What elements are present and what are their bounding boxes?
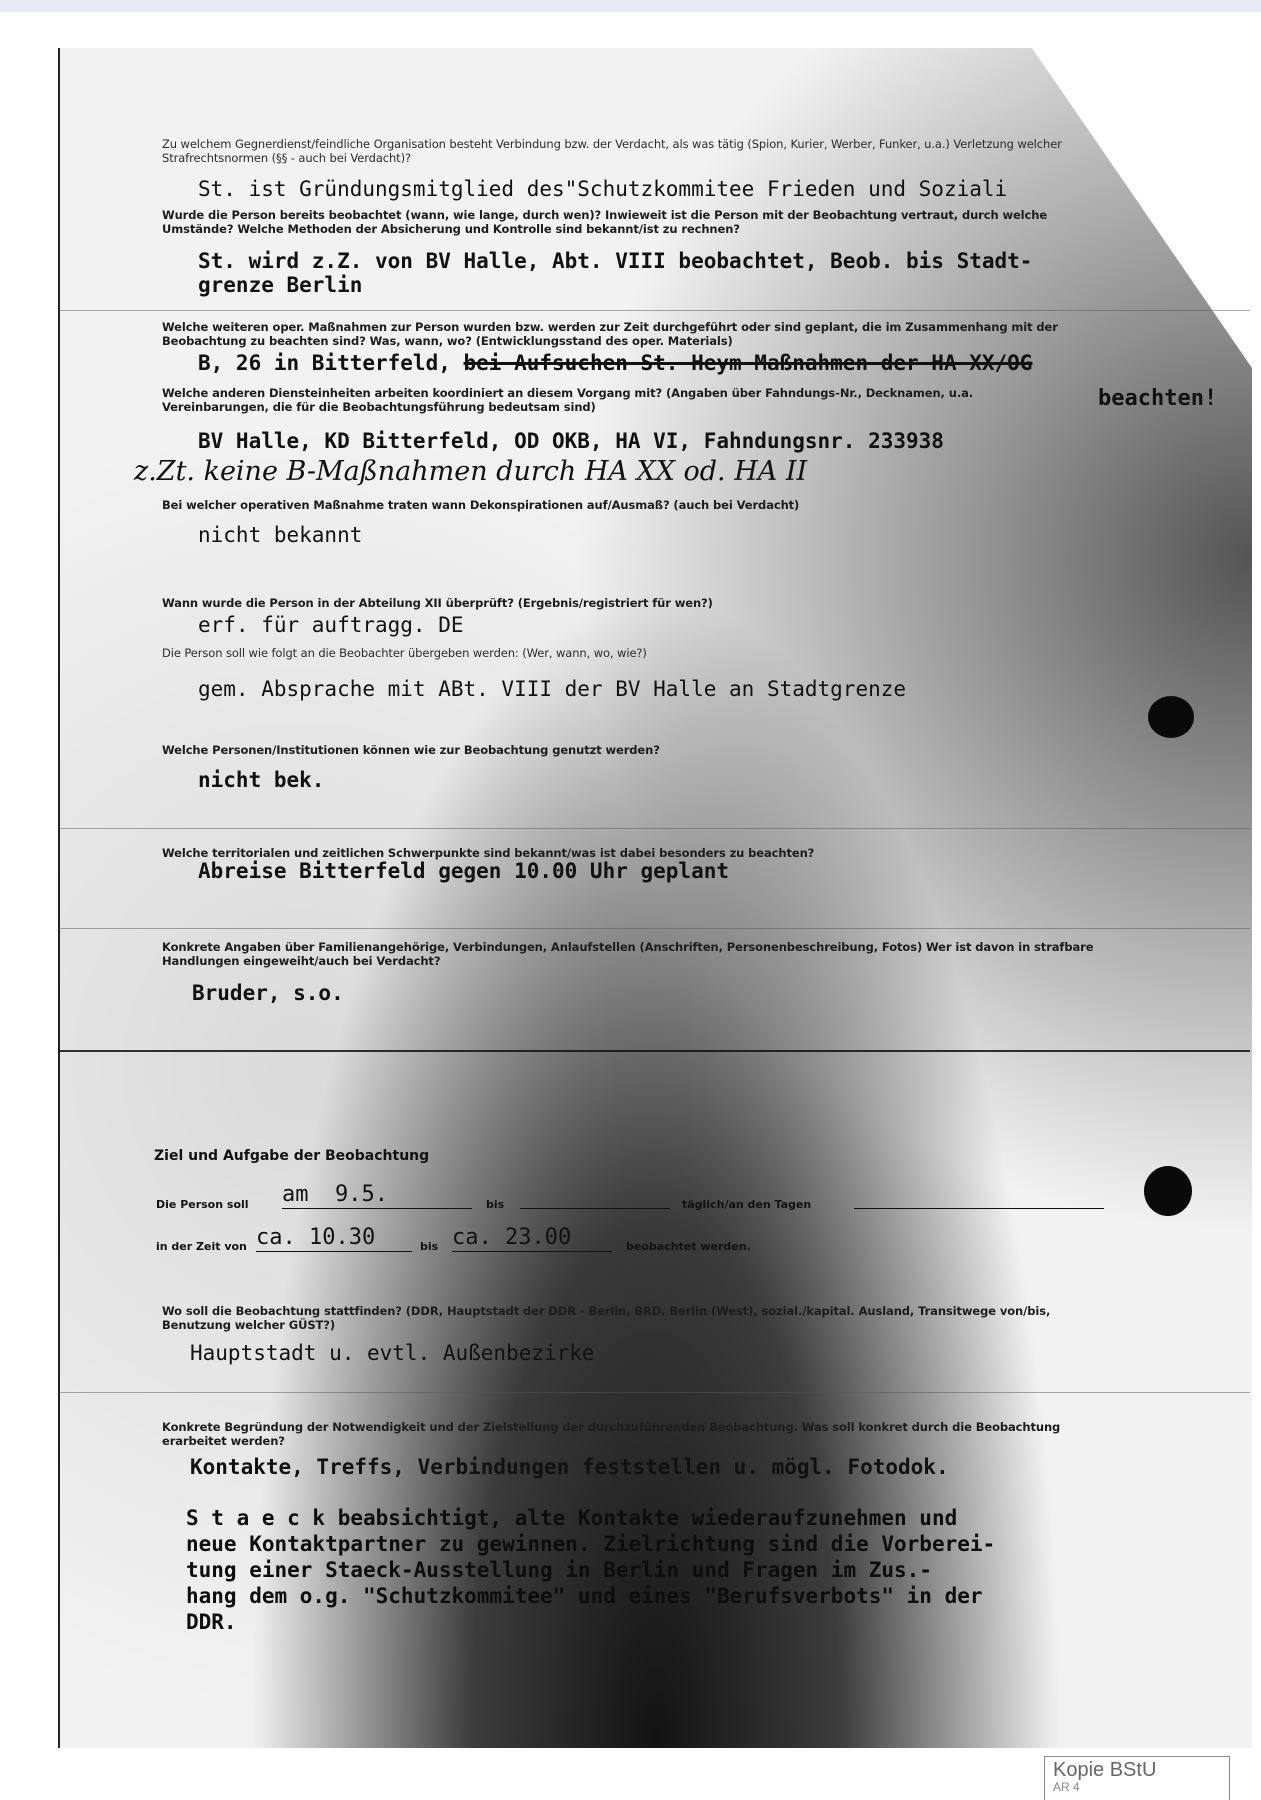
question-previous-observation: Wurde die Person bereits beobachtet (wann, wie lange, durch wen)? Inwieweit ist die Person mit der Beobachtung vertraut, durch welche Umstände? Welche Methoden der Absicherung und Kontrolle sind bekannt/ist zu rechnen? xyxy=(162,208,1048,236)
answer-persons-institutions: nicht bek. xyxy=(198,768,325,792)
answer-relatives: Bruder, s.o. xyxy=(192,981,344,1005)
final-paragraph xyxy=(186,1505,1186,1635)
divider xyxy=(58,1392,1250,1393)
question-opponent-service: Zu welchem Gegnerdienst/feindliche Organisation besteht Verbindung bzw. der Verdacht, als was tätig (Spion, Kurier, Werber, Funker, u.a.) Verletzung welcher Strafrechtsnormen (§§ - auch bei Verdacht)? xyxy=(162,137,1062,165)
answer-further-measures-text: B, 26 in Bitterfeld, xyxy=(198,351,464,375)
label-until: bis xyxy=(486,1198,505,1211)
document-sheet xyxy=(58,48,1252,1748)
label-observed: beobachtet werden. xyxy=(626,1240,751,1253)
time-until-underline xyxy=(452,1251,612,1252)
date-until-underline xyxy=(520,1208,670,1209)
date-from-underline xyxy=(282,1208,472,1209)
punch-hole-lower xyxy=(1144,1166,1192,1216)
final-paragraph-line: neue Kontaktpartner zu gewinnen. Zielrichtung sind die Vorberei- xyxy=(186,1532,996,1556)
answer-previous-observation-line2: grenze Berlin xyxy=(198,273,363,297)
question-deconspiration: Bei welcher operativen Maßnahme traten wann Dekonspirationen auf/Ausmaß? (auch bei Verdacht) xyxy=(162,498,800,512)
handwritten-note: z.Zt. keine B-Maßnahmen durch HA XX od. HA II xyxy=(134,456,808,487)
punch-hole-upper xyxy=(1148,696,1194,738)
top-band xyxy=(0,0,1261,12)
label-time-until: bis xyxy=(420,1240,439,1253)
question-department-xii: Wann wurde die Person in der Abteilung XII überprüft? (Ergebnis/registriert für wen?) xyxy=(162,596,713,610)
answer-location: Hauptstadt u. evtl. Außenbezirke xyxy=(190,1341,595,1365)
days-underline xyxy=(854,1208,1104,1209)
question-persons-institutions: Welche Personen/Institutionen können wie zur Beobachtung genutzt werden? xyxy=(162,743,660,757)
archive-stamp xyxy=(1044,1756,1230,1800)
answer-other-units: BV Halle, KD Bitterfeld, OD OKB, HA VI, Fahndungsnr. 233938 xyxy=(198,429,944,453)
answer-beachten: beachten! xyxy=(1098,386,1218,411)
archive-stamp-text: Kopie BStU xyxy=(1053,1759,1157,1781)
section-divider xyxy=(58,1050,1250,1052)
final-paragraph-line: tung einer Staeck-Ausstellung in Berlin und Fragen im Zus.- xyxy=(186,1558,932,1582)
final-paragraph-line: S t a e c k beabsichtigt, alte Kontakte wiederaufzunehmen und xyxy=(186,1506,958,1530)
answer-deconspiration: nicht bekannt xyxy=(198,523,363,547)
final-paragraph-line: DDR. xyxy=(186,1610,237,1634)
divider xyxy=(58,828,1250,829)
observation-goal-heading: Ziel und Aufgabe der Beobachtung xyxy=(154,1148,430,1164)
question-location: Wo soll die Beobachtung stattfinden? (DDR, Hauptstadt der DDR - Berlin, BRD, Berlin (West), sozial./kapital. Ausland, Transitwege von/bis, Benutzung welcher GÜST?) xyxy=(162,1304,1051,1332)
answer-previous-observation-line1: St. wird z.Z. von BV Halle, Abt. VIII beobachtet, Beob. bis Stadt- xyxy=(198,249,1033,273)
answer-opponent-service: St. ist Gründungsmitglied des"Schutzkommitee Frieden und Soziali xyxy=(198,177,1008,201)
final-paragraph-line: hang dem o.g. "Schutzkommitee" und eines "Berufsverbots" in der xyxy=(186,1584,983,1608)
time-until: ca. 23.00 xyxy=(452,1225,572,1250)
question-further-measures: Welche weiteren oper. Maßnahmen zur Person wurden bzw. werden zur Zeit durchgeführt oder sind geplant, die im Zusammenhang mit der Beobachtung zu beachten sind? Was, wann, wo? (Entwicklungsstand des oper. Materials) xyxy=(162,320,1058,348)
archive-stamp-sub: AR 4 xyxy=(1053,1780,1080,1794)
question-focus-points: Welche territorialen und zeitlichen Schwerpunkte sind bekannt/was ist dabei besonders zu beachten? xyxy=(162,846,815,860)
question-other-units: Welche anderen Diensteinheiten arbeiten koordiniert an diesem Vorgang mit? (Angaben über Fahndungs-Nr., Decknamen, u.a. Vereinbarungen, die für die Beobachtungsführung bedeutsam sind) xyxy=(162,386,974,414)
answer-justification: Kontakte, Treffs, Verbindungen feststellen u. mögl. Fotodok. xyxy=(190,1455,949,1479)
answer-handover: gem. Absprache mit ABt. VIII der BV Halle an Stadtgrenze xyxy=(198,677,907,701)
divider xyxy=(58,928,1250,929)
question-relatives: Konkrete Angaben über Familienangehörige, Verbindungen, Anlaufstellen (Anschriften, Personenbeschreibung, Fotos) Wer ist davon in strafbare Handlungen eingeweiht/auch bei Verdacht? xyxy=(162,940,1094,968)
answer-further-measures xyxy=(198,350,1032,376)
answer-department-xii: erf. für auftragg. DE xyxy=(198,613,464,637)
date-from: am 9.5. xyxy=(282,1182,388,1207)
label-daily: täglich/an den Tagen xyxy=(682,1198,812,1211)
divider xyxy=(58,310,1250,311)
question-justification: Konkrete Begründung der Notwendigkeit und der Zielstellung der durchzuführenden Beobachtung. Was soll konkret durch die Beobachtung erarbeitet werden? xyxy=(162,1420,1061,1448)
question-handover: Die Person soll wie folgt an die Beobachter übergeben werden: (Wer, wann, wo, wie?) xyxy=(162,646,647,660)
label-person-should: Die Person soll xyxy=(156,1198,249,1211)
label-time-from: in der Zeit von xyxy=(156,1240,247,1253)
answer-focus-points: Abreise Bitterfeld gegen 10.00 Uhr geplant xyxy=(198,859,730,883)
struck-through-text: bei Aufsuchen St. Heym Maßnahmen der HA XX/OG xyxy=(463,351,1033,375)
time-from: ca. 10.30 xyxy=(256,1225,376,1250)
time-from-underline xyxy=(256,1251,412,1252)
